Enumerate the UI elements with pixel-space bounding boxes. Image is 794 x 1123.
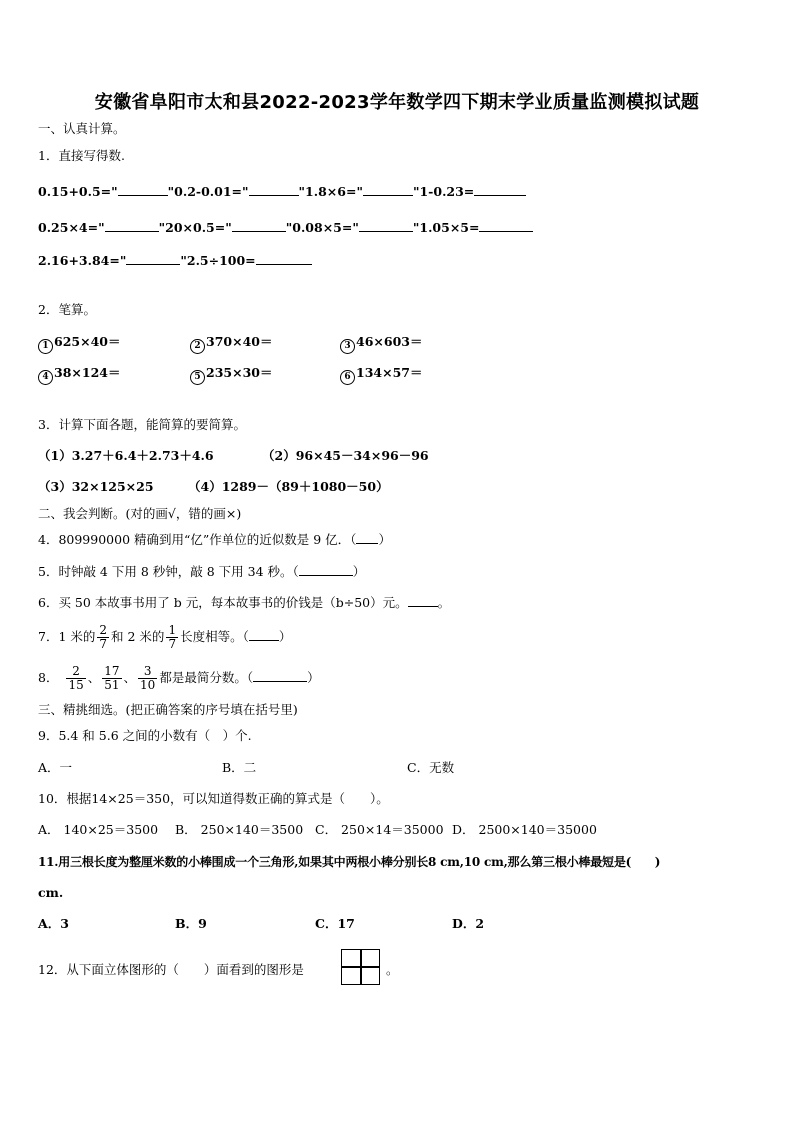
q1-row3 bbox=[38, 252, 312, 269]
fraction bbox=[138, 665, 157, 692]
section3-heading: 三、精挑细选。(把正确答案的序号填在括号里) bbox=[38, 702, 298, 717]
q3-item-2: （2）96×45－34×96－96 bbox=[262, 448, 429, 463]
q1-r1-3: "1.8×6=" bbox=[298, 184, 363, 199]
fraction-numerator: 3 bbox=[138, 665, 157, 679]
answer-blank[interactable] bbox=[232, 219, 286, 232]
q7 bbox=[38, 621, 291, 653]
q3-item-3: （3）32×125×25 bbox=[38, 479, 154, 494]
q2-item-4 bbox=[38, 365, 120, 385]
q11-text: 11.用三根长度为整厘米数的小棒围成一个三角形,如果其中两根小棒分别长8 cm,10 cm,那么第三根小棒最短是( ) bbox=[38, 855, 661, 869]
q1-r2-3: "0.08×5=" bbox=[285, 220, 359, 235]
answer-blank[interactable] bbox=[408, 594, 438, 607]
section1-heading: 一、认真计算。 bbox=[38, 121, 126, 136]
circled-number: 6 bbox=[340, 370, 355, 385]
q9-option-c: C．无数 bbox=[407, 760, 455, 775]
fraction-denominator: 10 bbox=[140, 678, 156, 692]
q2-expr: 46×603＝ bbox=[356, 334, 423, 349]
q2-expr: 370×40＝ bbox=[206, 334, 273, 349]
q8-prefix: 8． bbox=[38, 670, 59, 685]
answer-blank[interactable] bbox=[253, 669, 307, 682]
q11-option-a: A．3 bbox=[38, 916, 69, 931]
answer-blank[interactable] bbox=[126, 252, 180, 265]
answer-blank[interactable] bbox=[356, 531, 378, 544]
q2-item-5 bbox=[190, 365, 272, 385]
fraction-denominator: 7 bbox=[99, 637, 108, 651]
q2-expr: 625×40＝ bbox=[54, 334, 121, 349]
q7-end: ） bbox=[278, 629, 292, 644]
q1-row2 bbox=[38, 219, 533, 236]
q8 bbox=[38, 662, 320, 694]
q11-unit: cm. bbox=[38, 885, 64, 900]
q1-r2-4: "1.05×5= bbox=[412, 220, 480, 235]
q2-item-2 bbox=[190, 334, 272, 354]
q11-option-b: B．9 bbox=[175, 916, 207, 931]
q9-option-b: B．二 bbox=[222, 760, 257, 775]
answer-blank[interactable] bbox=[479, 219, 533, 232]
q1-r3-2: "2.5÷100= bbox=[180, 253, 256, 268]
fraction-numerator: 1 bbox=[168, 623, 177, 637]
q2-expr: 235×30＝ bbox=[206, 365, 273, 380]
circled-number: 3 bbox=[340, 339, 355, 354]
fraction-denominator: 51 bbox=[104, 678, 120, 692]
q4-text: 4．809990000 精确到用“亿”作单位的近似数是 9 亿．（ bbox=[38, 532, 357, 547]
fraction-numerator: 2 bbox=[66, 665, 85, 679]
q12-end: 。 bbox=[386, 962, 399, 977]
q1-r1-4: "1-0.23= bbox=[412, 184, 475, 199]
circled-number: 5 bbox=[190, 370, 205, 385]
q8-end: ） bbox=[307, 670, 320, 685]
q6-text: 6．买 50 本故事书用了 b 元，每本故事书的价钱是（b÷50）元。 bbox=[38, 595, 408, 610]
q1-r2-1: 0.25×4=" bbox=[38, 220, 105, 235]
q2-expr: 38×124＝ bbox=[54, 365, 121, 380]
q1-r3-1: 2.16+3.84=" bbox=[38, 253, 127, 268]
circled-number: 4 bbox=[38, 370, 53, 385]
q3-item-4: （4）1289－（89＋1080－50） bbox=[188, 479, 389, 494]
fraction-numerator: 2 bbox=[99, 623, 108, 637]
answer-blank[interactable] bbox=[249, 183, 299, 196]
fraction-numerator: 17 bbox=[104, 664, 120, 678]
fraction bbox=[166, 624, 178, 651]
fraction-denominator: 15 bbox=[68, 678, 84, 692]
q11-option-c: C．17 bbox=[315, 916, 355, 931]
q10-option-c: C． 250×14＝35000 bbox=[315, 822, 444, 837]
q9-text: 9．5.4 和 5.6 之间的小数有（ ）个. bbox=[38, 728, 252, 743]
q1-r1-2: "0.2-0.01=" bbox=[167, 184, 249, 199]
answer-blank[interactable] bbox=[249, 628, 279, 641]
q4-end: ） bbox=[378, 532, 391, 547]
q11-option-d: D．2 bbox=[452, 916, 485, 931]
answer-blank[interactable] bbox=[363, 183, 413, 196]
q7-prefix: 7．1 米的 bbox=[38, 629, 96, 644]
q1-r1-1: 0.15+0.5=" bbox=[38, 184, 118, 199]
q1-label: 1．直接写得数. bbox=[38, 148, 125, 163]
answer-blank[interactable] bbox=[299, 563, 353, 576]
circled-number: 2 bbox=[190, 339, 205, 354]
circled-number: 1 bbox=[38, 339, 53, 354]
fraction bbox=[66, 665, 85, 692]
q8-sep: 、 bbox=[123, 670, 137, 685]
q2-item-3 bbox=[340, 334, 422, 354]
q1-row1 bbox=[38, 183, 526, 200]
q6-end: 。 bbox=[437, 595, 451, 610]
q8-sep: 、 bbox=[87, 670, 101, 685]
four-square-grid-figure bbox=[341, 949, 380, 985]
q7-mid: 和 2 米的 bbox=[111, 629, 165, 644]
q5-text: 5．时钟敲 4 下用 8 秒钟，敲 8 下用 34 秒。（ bbox=[38, 564, 299, 579]
answer-blank[interactable] bbox=[474, 183, 526, 196]
q10-option-b: B． 250×140＝3500 bbox=[175, 822, 304, 837]
q10-option-a: A． 140×25＝3500 bbox=[38, 822, 159, 837]
q4 bbox=[38, 531, 391, 548]
answer-blank[interactable] bbox=[118, 183, 168, 196]
answer-blank[interactable] bbox=[256, 252, 312, 265]
q10-text: 10．根据14×25＝350，可以知道得数正确的算式是（ ）。 bbox=[38, 791, 389, 806]
q3-label: 3．计算下面各题，能简算的要简算。 bbox=[38, 417, 246, 432]
q6 bbox=[38, 594, 450, 611]
q1-r2-2: "20×0.5=" bbox=[158, 220, 232, 235]
q2-label: 2．笔算。 bbox=[38, 302, 96, 317]
q10-option-d: D． 2500×140＝35000 bbox=[452, 822, 597, 837]
q7-suffix: 长度相等。（ bbox=[180, 629, 249, 644]
q9-option-a: A．一 bbox=[38, 760, 73, 775]
fraction-denominator: 7 bbox=[168, 637, 177, 651]
q12-text: 12．从下面立体图形的（ ）面看到的图形是 bbox=[38, 962, 304, 977]
q2-item-1 bbox=[38, 334, 120, 354]
q2-expr: 134×57＝ bbox=[356, 365, 423, 380]
answer-blank[interactable] bbox=[359, 219, 413, 232]
q5 bbox=[38, 563, 365, 580]
section2-heading: 二、我会判断。(对的画√，错的画×) bbox=[38, 506, 242, 521]
q5-end: ） bbox=[352, 564, 366, 579]
q3-item-1: （1）3.27＋6.4＋2.73＋4.6 bbox=[38, 448, 214, 463]
answer-blank[interactable] bbox=[105, 219, 159, 232]
q8-suffix: 都是最简分数。（ bbox=[159, 670, 254, 685]
q2-item-6 bbox=[340, 365, 422, 385]
page-title: 安徽省阜阳市太和县2022-2023学年数学四下期末学业质量监测模拟试题 bbox=[94, 92, 700, 113]
fraction bbox=[102, 665, 121, 692]
fraction bbox=[97, 624, 109, 651]
